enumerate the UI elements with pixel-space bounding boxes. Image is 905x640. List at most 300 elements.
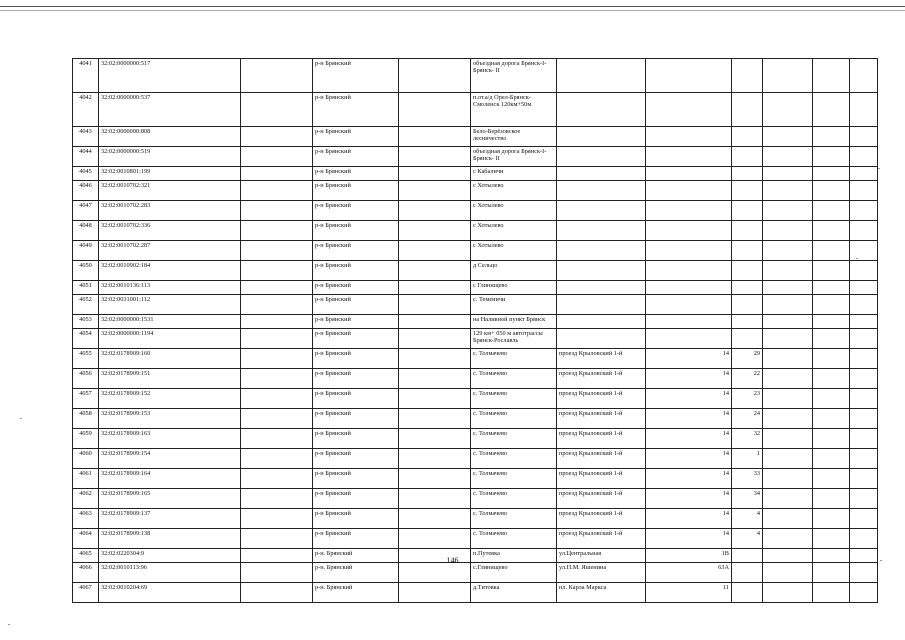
empty-cell	[850, 315, 878, 329]
locality-cell: с Хотылево	[471, 241, 557, 261]
empty-cell	[813, 509, 850, 529]
empty-cell	[763, 147, 813, 167]
locality-cell: п.Путевка	[471, 549, 557, 563]
house-cell: 14	[646, 409, 732, 429]
empty-cell	[241, 127, 313, 147]
empty-cell	[399, 369, 471, 389]
empty-cell	[850, 369, 878, 389]
empty-cell	[399, 295, 471, 315]
cadastral-number-cell: 32:02:0178909:152	[99, 389, 241, 409]
empty-cell	[813, 127, 850, 147]
street-cell: проезд Крыловский 1-й	[557, 389, 646, 409]
street-cell	[557, 281, 646, 295]
table-row	[73, 369, 878, 389]
locality-cell: д Сельцо	[471, 261, 557, 281]
empty-cell	[813, 147, 850, 167]
street-cell	[557, 59, 646, 93]
table-row	[73, 147, 878, 167]
district-cell: р-н Брянский	[313, 241, 399, 261]
cadastral-number-cell: 32:02:0000000:519	[99, 147, 241, 167]
empty-cell	[399, 147, 471, 167]
table-row	[73, 221, 878, 241]
empty-cell	[763, 201, 813, 221]
building-cell: 24	[732, 409, 763, 429]
empty-cell	[850, 529, 878, 549]
street-cell	[557, 295, 646, 315]
empty-cell	[241, 349, 313, 369]
row-number-cell: 4050	[73, 261, 99, 281]
row-number-cell: 4057	[73, 389, 99, 409]
empty-cell	[241, 389, 313, 409]
building-cell: 33	[732, 469, 763, 489]
empty-cell	[813, 93, 850, 127]
empty-cell	[763, 449, 813, 469]
empty-cell	[241, 147, 313, 167]
empty-cell	[399, 127, 471, 147]
table-row	[73, 583, 878, 603]
empty-cell	[850, 449, 878, 469]
empty-cell	[850, 59, 878, 93]
row-number-cell: 4059	[73, 429, 99, 449]
empty-cell	[850, 167, 878, 181]
table-row	[73, 93, 878, 127]
empty-cell	[241, 221, 313, 241]
empty-cell	[241, 563, 313, 583]
empty-cell	[763, 369, 813, 389]
empty-cell	[399, 563, 471, 583]
house-cell	[646, 261, 732, 281]
row-number-cell: 4062	[73, 489, 99, 509]
locality-cell: п.от.а/д Орел-Брянск-Смоленск 120км+50м	[471, 93, 557, 127]
locality-cell: с. Толмачево	[471, 409, 557, 429]
district-cell: р-н Брянский	[313, 369, 399, 389]
cadastral-number-cell: 32:02:0031001:112	[99, 295, 241, 315]
empty-cell	[399, 181, 471, 201]
building-cell	[732, 147, 763, 167]
empty-cell	[850, 261, 878, 281]
district-cell: р-н Брянский	[313, 469, 399, 489]
scan-speck	[8, 624, 10, 625]
empty-cell	[813, 329, 850, 349]
empty-cell	[763, 409, 813, 429]
district-cell: р-н Брянский	[313, 181, 399, 201]
empty-cell	[813, 583, 850, 603]
district-cell: р-н. Брянский	[313, 563, 399, 583]
empty-cell	[399, 315, 471, 329]
empty-cell	[763, 167, 813, 181]
district-cell: р-н Брянский	[313, 329, 399, 349]
house-cell: 14	[646, 389, 732, 409]
locality-cell: с Хотылево	[471, 181, 557, 201]
house-cell: 14	[646, 449, 732, 469]
building-cell: 23	[732, 389, 763, 409]
empty-cell	[813, 315, 850, 329]
empty-cell	[399, 261, 471, 281]
table-row	[73, 261, 878, 281]
empty-cell	[241, 93, 313, 127]
cadastral-number-cell: 32:02:0010801:199	[99, 167, 241, 181]
house-cell: 11	[646, 583, 732, 603]
top-rule	[0, 6, 905, 7]
locality-cell: объездная дорога Брянск-I- Брянск- II	[471, 147, 557, 167]
empty-cell	[763, 429, 813, 449]
building-cell	[732, 295, 763, 315]
table-row	[73, 181, 878, 201]
table-row	[73, 329, 878, 349]
district-cell: р-н. Брянский	[313, 583, 399, 603]
row-number-cell: 4056	[73, 369, 99, 389]
empty-cell	[813, 221, 850, 241]
empty-cell	[850, 389, 878, 409]
cadastral-number-cell: 32:02:0010702:283	[99, 201, 241, 221]
building-cell	[732, 261, 763, 281]
locality-cell: с Глинищево	[471, 281, 557, 295]
row-number-cell: 4061	[73, 469, 99, 489]
locality-cell: Бело-Берёзовское лесничество	[471, 127, 557, 147]
table-row	[73, 563, 878, 583]
empty-cell	[850, 409, 878, 429]
street-cell	[557, 181, 646, 201]
building-cell	[732, 201, 763, 221]
empty-cell	[241, 295, 313, 315]
building-cell	[732, 167, 763, 181]
house-cell	[646, 167, 732, 181]
house-cell	[646, 147, 732, 167]
empty-cell	[813, 281, 850, 295]
empty-cell	[399, 349, 471, 369]
empty-cell	[399, 201, 471, 221]
empty-cell	[813, 369, 850, 389]
house-cell: 14	[646, 469, 732, 489]
table-row	[73, 201, 878, 221]
street-cell	[557, 261, 646, 281]
district-cell: р-н Брянский	[313, 409, 399, 429]
empty-cell	[399, 469, 471, 489]
row-number-cell: 4060	[73, 449, 99, 469]
table-row	[73, 529, 878, 549]
cadastral-number-cell: 32:02:0178909:160	[99, 349, 241, 369]
register-table	[72, 58, 878, 603]
empty-cell	[241, 409, 313, 429]
empty-cell	[763, 329, 813, 349]
house-cell: 14	[646, 349, 732, 369]
building-cell	[732, 59, 763, 93]
table-row	[73, 489, 878, 509]
cadastral-number-cell: 32:02:0178909:164	[99, 469, 241, 489]
street-cell: проезд Крыловский 1-й	[557, 429, 646, 449]
scan-speck	[20, 418, 22, 419]
cadastral-number-cell: 32:02:0178909:163	[99, 429, 241, 449]
empty-cell	[241, 201, 313, 221]
house-cell	[646, 127, 732, 147]
empty-cell	[241, 429, 313, 449]
building-cell	[732, 329, 763, 349]
locality-cell: с. Толмачево	[471, 489, 557, 509]
cadastral-number-cell: 32:02:0000000:808	[99, 127, 241, 147]
street-cell: проезд Крыловский 1-й	[557, 469, 646, 489]
house-cell	[646, 295, 732, 315]
empty-cell	[850, 93, 878, 127]
row-number-cell: 4053	[73, 315, 99, 329]
building-cell	[732, 315, 763, 329]
empty-cell	[813, 409, 850, 429]
table-row	[73, 449, 878, 469]
row-number-cell: 4046	[73, 181, 99, 201]
empty-cell	[850, 429, 878, 449]
empty-cell	[241, 281, 313, 295]
table-row	[73, 167, 878, 181]
row-number-cell: 4051	[73, 281, 99, 295]
empty-cell	[241, 449, 313, 469]
empty-cell	[850, 127, 878, 147]
building-cell: 4	[732, 509, 763, 529]
empty-cell	[399, 529, 471, 549]
empty-cell	[763, 529, 813, 549]
street-cell	[557, 93, 646, 127]
empty-cell	[813, 563, 850, 583]
row-number-cell: 4052	[73, 295, 99, 315]
cadastral-number-cell: 32:02:0178909:153	[99, 409, 241, 429]
cadastral-number-cell: 32:02:0178909:138	[99, 529, 241, 549]
row-number-cell: 4055	[73, 349, 99, 369]
cadastral-number-cell: 32:02:0178909:154	[99, 449, 241, 469]
cadastral-number-cell: 32:02:0000000:1194	[99, 329, 241, 349]
row-number-cell: 4045	[73, 167, 99, 181]
house-cell: 1В	[646, 549, 732, 563]
empty-cell	[813, 167, 850, 181]
street-cell	[557, 147, 646, 167]
empty-cell	[813, 59, 850, 93]
empty-cell	[399, 583, 471, 603]
empty-cell	[813, 389, 850, 409]
locality-cell: с Кабаличи	[471, 167, 557, 181]
table-row	[73, 349, 878, 369]
empty-cell	[241, 181, 313, 201]
locality-cell: с Хотылево	[471, 221, 557, 241]
street-cell: проезд Крыловский 1-й	[557, 449, 646, 469]
cadastral-number-cell: 32:02:0010136:113	[99, 281, 241, 295]
district-cell: р-н Брянский	[313, 93, 399, 127]
locality-cell: с Хотылево	[471, 201, 557, 221]
cadastral-number-cell: 32:02:0000000:1531	[99, 315, 241, 329]
street-cell	[557, 221, 646, 241]
district-cell: р-н Брянский	[313, 509, 399, 529]
empty-cell	[241, 315, 313, 329]
row-number-cell: 4048	[73, 221, 99, 241]
row-number-cell: 4064	[73, 529, 99, 549]
scan-speck	[856, 258, 858, 259]
empty-cell	[850, 181, 878, 201]
empty-cell	[850, 295, 878, 315]
locality-cell: на Наливной пункт Брянск	[471, 315, 557, 329]
building-cell	[732, 181, 763, 201]
district-cell: р-н Брянский	[313, 167, 399, 181]
house-cell: 14	[646, 369, 732, 389]
empty-cell	[850, 489, 878, 509]
street-cell	[557, 315, 646, 329]
row-number-cell: 4067	[73, 583, 99, 603]
empty-cell	[850, 509, 878, 529]
empty-cell	[241, 241, 313, 261]
empty-cell	[813, 489, 850, 509]
empty-cell	[763, 315, 813, 329]
empty-cell	[850, 329, 878, 349]
empty-cell	[241, 261, 313, 281]
empty-cell	[763, 389, 813, 409]
empty-cell	[813, 429, 850, 449]
table-row	[73, 59, 878, 93]
scan-speck	[880, 560, 882, 561]
locality-cell: с. Толмачево	[471, 509, 557, 529]
empty-cell	[399, 241, 471, 261]
empty-cell	[763, 181, 813, 201]
empty-cell	[399, 93, 471, 127]
empty-cell	[399, 449, 471, 469]
empty-cell	[813, 469, 850, 489]
cadastral-number-cell: 32:02:0000000:537	[99, 93, 241, 127]
street-cell	[557, 127, 646, 147]
table-row	[73, 315, 878, 329]
house-cell	[646, 201, 732, 221]
row-number-cell: 4042	[73, 93, 99, 127]
cadastral-number-cell: 32:02:0010702:336	[99, 221, 241, 241]
empty-cell	[399, 509, 471, 529]
row-number-cell: 4066	[73, 563, 99, 583]
district-cell: р-н Брянский	[313, 295, 399, 315]
empty-cell	[399, 59, 471, 93]
house-cell	[646, 181, 732, 201]
empty-cell	[241, 489, 313, 509]
house-cell: 14	[646, 489, 732, 509]
row-number-cell: 4047	[73, 201, 99, 221]
district-cell: р-н Брянский	[313, 127, 399, 147]
locality-cell: с. Толмачево	[471, 469, 557, 489]
empty-cell	[813, 449, 850, 469]
locality-cell: с. Теменичи	[471, 295, 557, 315]
empty-cell	[763, 281, 813, 295]
top-rule-secondary	[0, 10, 905, 11]
locality-cell: с. Толмачево	[471, 529, 557, 549]
locality-cell: объездная дорога Брянск-I- Брянск- II	[471, 59, 557, 93]
table-row	[73, 409, 878, 429]
district-cell: р-н Брянский	[313, 349, 399, 369]
street-cell: ул.П.М. Яшенина	[557, 563, 646, 583]
table-row	[73, 295, 878, 315]
district-cell: р-н Брянский	[313, 315, 399, 329]
table-row	[73, 281, 878, 295]
row-number-cell: 4065	[73, 549, 99, 563]
building-cell	[732, 281, 763, 295]
empty-cell	[241, 329, 313, 349]
cadastral-number-cell: 32:02:0010702:287	[99, 241, 241, 261]
locality-cell: с.Глинищево	[471, 563, 557, 583]
empty-cell	[813, 529, 850, 549]
empty-cell	[850, 221, 878, 241]
empty-cell	[241, 529, 313, 549]
building-cell: 34	[732, 489, 763, 509]
locality-cell: 129 км+ 050 м автотрассы Брянск-Рославль	[471, 329, 557, 349]
locality-cell: с. Толмачево	[471, 349, 557, 369]
building-cell: 22	[732, 369, 763, 389]
cadastral-number-cell: 32:02:0010204:69	[99, 583, 241, 603]
table-body	[73, 59, 878, 603]
empty-cell	[763, 261, 813, 281]
cadastral-number-cell: 32:02:0010113:96	[99, 563, 241, 583]
empty-cell	[813, 181, 850, 201]
district-cell: р-н Брянский	[313, 529, 399, 549]
house-cell	[646, 59, 732, 93]
empty-cell	[813, 349, 850, 369]
empty-cell	[763, 349, 813, 369]
empty-cell	[763, 221, 813, 241]
empty-cell	[763, 563, 813, 583]
table-row	[73, 389, 878, 409]
building-cell	[732, 563, 763, 583]
cadastral-number-cell: 32:02:0178909:151	[99, 369, 241, 389]
locality-cell: с. Толмачево	[471, 389, 557, 409]
empty-cell	[763, 241, 813, 261]
district-cell: р-н. Брянский	[313, 549, 399, 563]
locality-cell: с. Толмачево	[471, 449, 557, 469]
empty-cell	[399, 167, 471, 181]
cadastral-number-cell: 32:02:0010902:184	[99, 261, 241, 281]
empty-cell	[241, 469, 313, 489]
district-cell: р-н Брянский	[313, 489, 399, 509]
empty-cell	[850, 469, 878, 489]
district-cell: р-н Брянский	[313, 201, 399, 221]
district-cell: р-н Брянский	[313, 389, 399, 409]
empty-cell	[399, 389, 471, 409]
street-cell	[557, 329, 646, 349]
table-row	[73, 429, 878, 449]
street-cell: проезд Крыловский 1-й	[557, 349, 646, 369]
empty-cell	[813, 295, 850, 315]
empty-cell	[399, 329, 471, 349]
district-cell: р-н Брянский	[313, 429, 399, 449]
row-number-cell: 4044	[73, 147, 99, 167]
empty-cell	[763, 509, 813, 529]
empty-cell	[763, 59, 813, 93]
empty-cell	[241, 59, 313, 93]
row-number-cell: 4043	[73, 127, 99, 147]
empty-cell	[241, 583, 313, 603]
row-number-cell: 4058	[73, 409, 99, 429]
district-cell: р-н Брянский	[313, 449, 399, 469]
street-cell	[557, 201, 646, 221]
empty-cell	[763, 93, 813, 127]
empty-cell	[399, 281, 471, 295]
locality-cell: с. Толмачево	[471, 369, 557, 389]
empty-cell	[850, 583, 878, 603]
district-cell: р-н Брянский	[313, 281, 399, 295]
empty-cell	[763, 469, 813, 489]
building-cell: 1	[732, 449, 763, 469]
building-cell: 29	[732, 349, 763, 369]
table-row	[73, 241, 878, 261]
locality-cell: д.Титовка	[471, 583, 557, 603]
house-cell: 63А	[646, 563, 732, 583]
street-cell	[557, 167, 646, 181]
empty-cell	[813, 201, 850, 221]
empty-cell	[399, 489, 471, 509]
house-cell	[646, 241, 732, 261]
house-cell	[646, 329, 732, 349]
street-cell	[557, 241, 646, 261]
building-cell: 32	[732, 429, 763, 449]
empty-cell	[850, 201, 878, 221]
cadastral-number-cell: 32:02:0000000:517	[99, 59, 241, 93]
district-cell: р-н Брянский	[313, 261, 399, 281]
